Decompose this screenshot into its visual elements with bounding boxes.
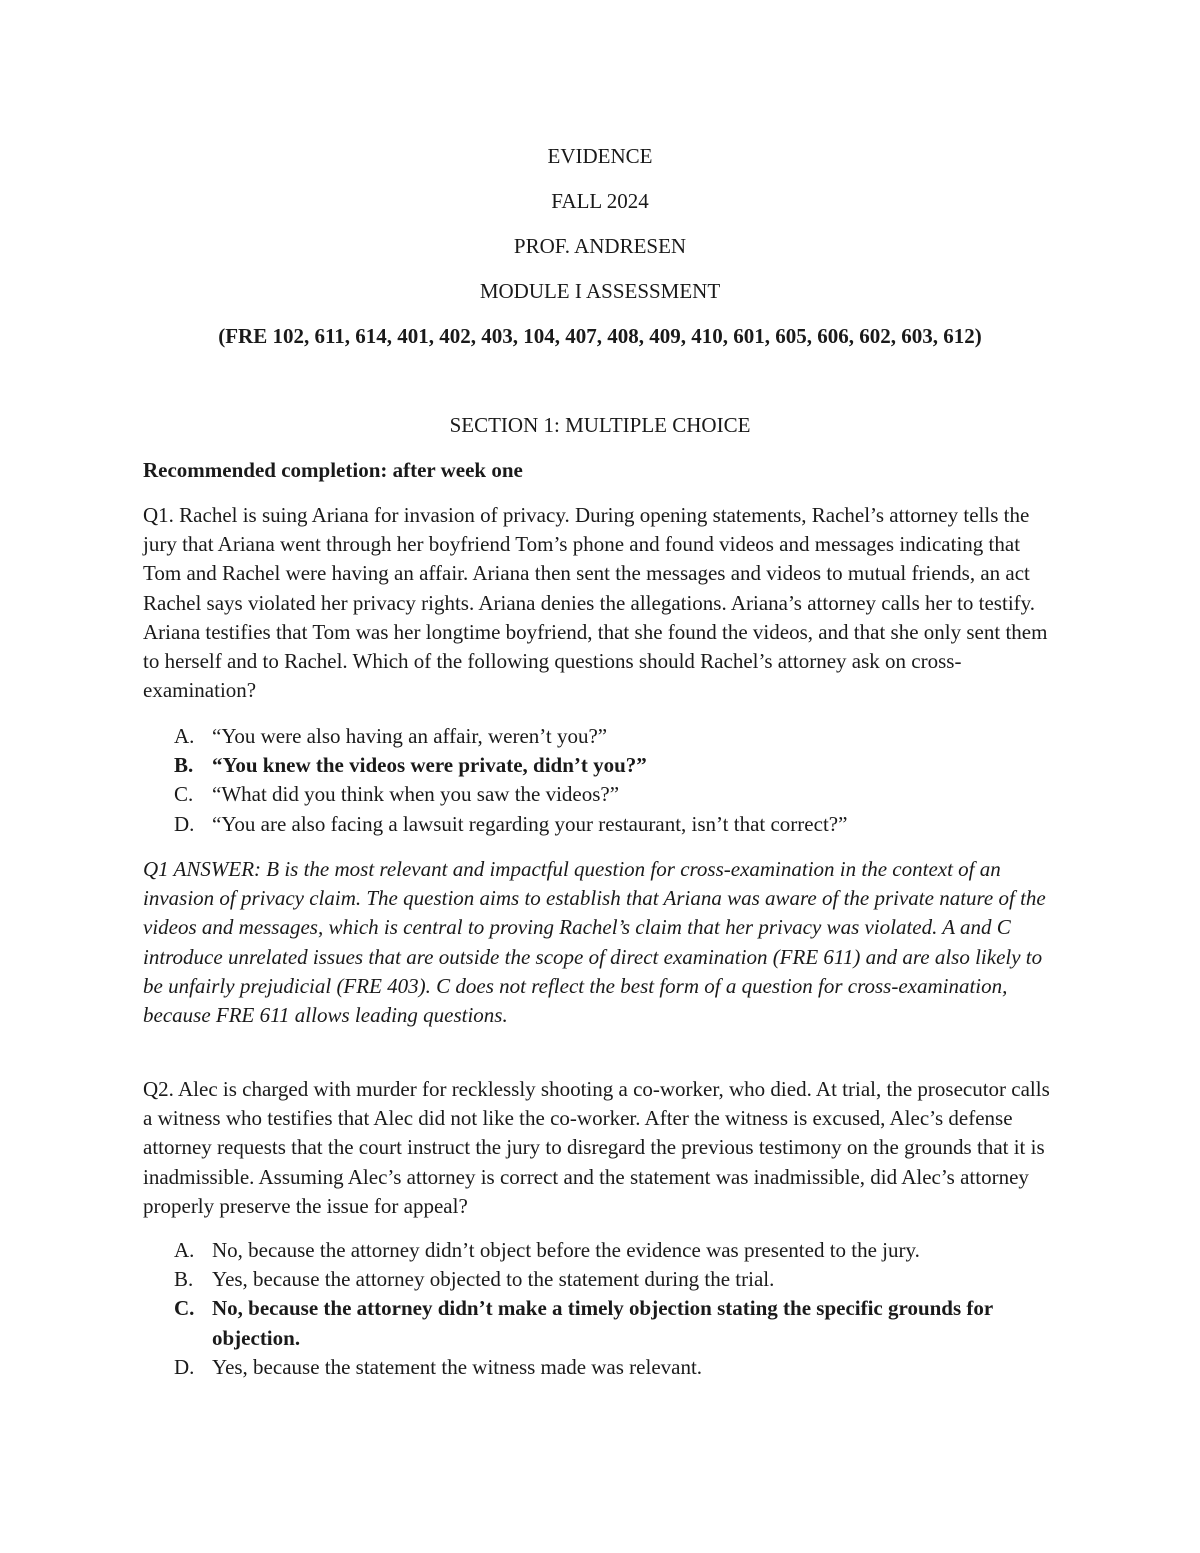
choice-text: “You knew the videos were private, didn’t you?” — [212, 753, 647, 778]
choice-text: “What did you think when you saw the videos?” — [212, 782, 620, 807]
choice-letter: C. — [174, 782, 194, 807]
choice-d — [174, 810, 1074, 839]
choice-b-correct — [174, 751, 1074, 780]
choice-letter: A. — [174, 1238, 195, 1262]
choice-c — [174, 780, 1074, 809]
question-2-choices — [174, 1236, 1074, 1382]
question-1-choices — [174, 722, 1074, 839]
choice-b — [174, 1265, 1074, 1294]
choice-letter: C. — [174, 1296, 195, 1321]
module-title: MODULE I ASSESSMENT — [479, 279, 721, 303]
choice-letter: B. — [174, 753, 194, 778]
choice-d — [174, 1353, 1074, 1382]
choice-letter: B. — [174, 1267, 194, 1292]
choice-letter: D. — [174, 811, 195, 836]
choice-a — [174, 1236, 1074, 1265]
term-line: FALL 2024 — [551, 189, 649, 213]
choice-text: “You are also facing a lawsuit regarding your restaurant, isn’t that correct?” — [212, 811, 848, 836]
course-title: EVIDENCE — [547, 144, 653, 168]
choice-text: “You were also having an affair, weren’t you?” — [212, 724, 608, 748]
choice-a — [174, 722, 1074, 751]
choice-text: No, because the attorney didn’t object before the evidence was presented to the jury. — [212, 1238, 920, 1262]
question-1-prompt: Q1. Rachel is suing Ariana for invasion of privacy. During opening statements, Rachel’s attorney tells the jury that Ariana went through her boyfriend Tom’s phone and found videos and messages indicating that Tom and Rachel were having an affair. Ariana then sent the messages and videos to mutual friends, an act Rachel says violated her privacy rights. Ariana denies the allegations. Ariana’s attorney calls her to testify. Ariana testifies that Tom was her longtime boyfriend, that she found the videos, and that she only sent them to herself and to Rachel. Which of the following questions should Rachel’s attorney ask on cross-examination? — [143, 503, 1048, 703]
choice-text: Yes, because the attorney objected to the statement during the trial. — [212, 1267, 775, 1292]
professor-line: PROF. ANDRESEN — [513, 234, 687, 258]
choice-text: No, because the attorney didn’t make a timely objection stating the specific grounds for objection. — [212, 1296, 993, 1350]
choice-letter: D. — [174, 1354, 195, 1379]
recommendation-note: Recommended completion: after week one — [143, 458, 523, 482]
section-title: SECTION 1: MULTIPLE CHOICE — [449, 413, 751, 437]
choice-text: Yes, because the statement the witness made was relevant. — [212, 1354, 703, 1379]
rules-list: (FRE 102, 611, 614, 401, 402, 403, 104, 407, 408, 409, 410, 601, 605, 606, 602, 603, 612) — [218, 324, 982, 348]
choice-c-correct — [174, 1294, 1074, 1352]
choice-letter: A. — [174, 724, 195, 748]
question-1-answer: Q1 ANSWER: B is the most relevant and impactful question for cross-examination in the context of an invasion of privacy claim. The question aims to establish that Ariana was aware of the private nature of the videos and messages, which is central to proving Rachel’s claim that her privacy was violated. A and C introduce unrelated issues that are outside the scope of direct examination (FRE 611) and are also likely to be unfairly prejudicial (FRE 403). C does not reflect the best form of a question for cross-examination, because FRE 611 allows leading questions. — [143, 857, 1046, 1028]
question-2-prompt: Q2. Alec is charged with murder for recklessly shooting a co-worker, who died. At trial, the prosecutor calls a witness who testifies that Alec did not like the co-worker. After the witness is excused, Alec’s defense attorney requests that the court instruct the jury to disregard the previous testimony on the grounds that it is inadmissible. Assuming Alec’s attorney is correct and the statement was inadmissible, did Alec’s attorney properly preserve the issue for appeal? — [143, 1077, 1050, 1218]
